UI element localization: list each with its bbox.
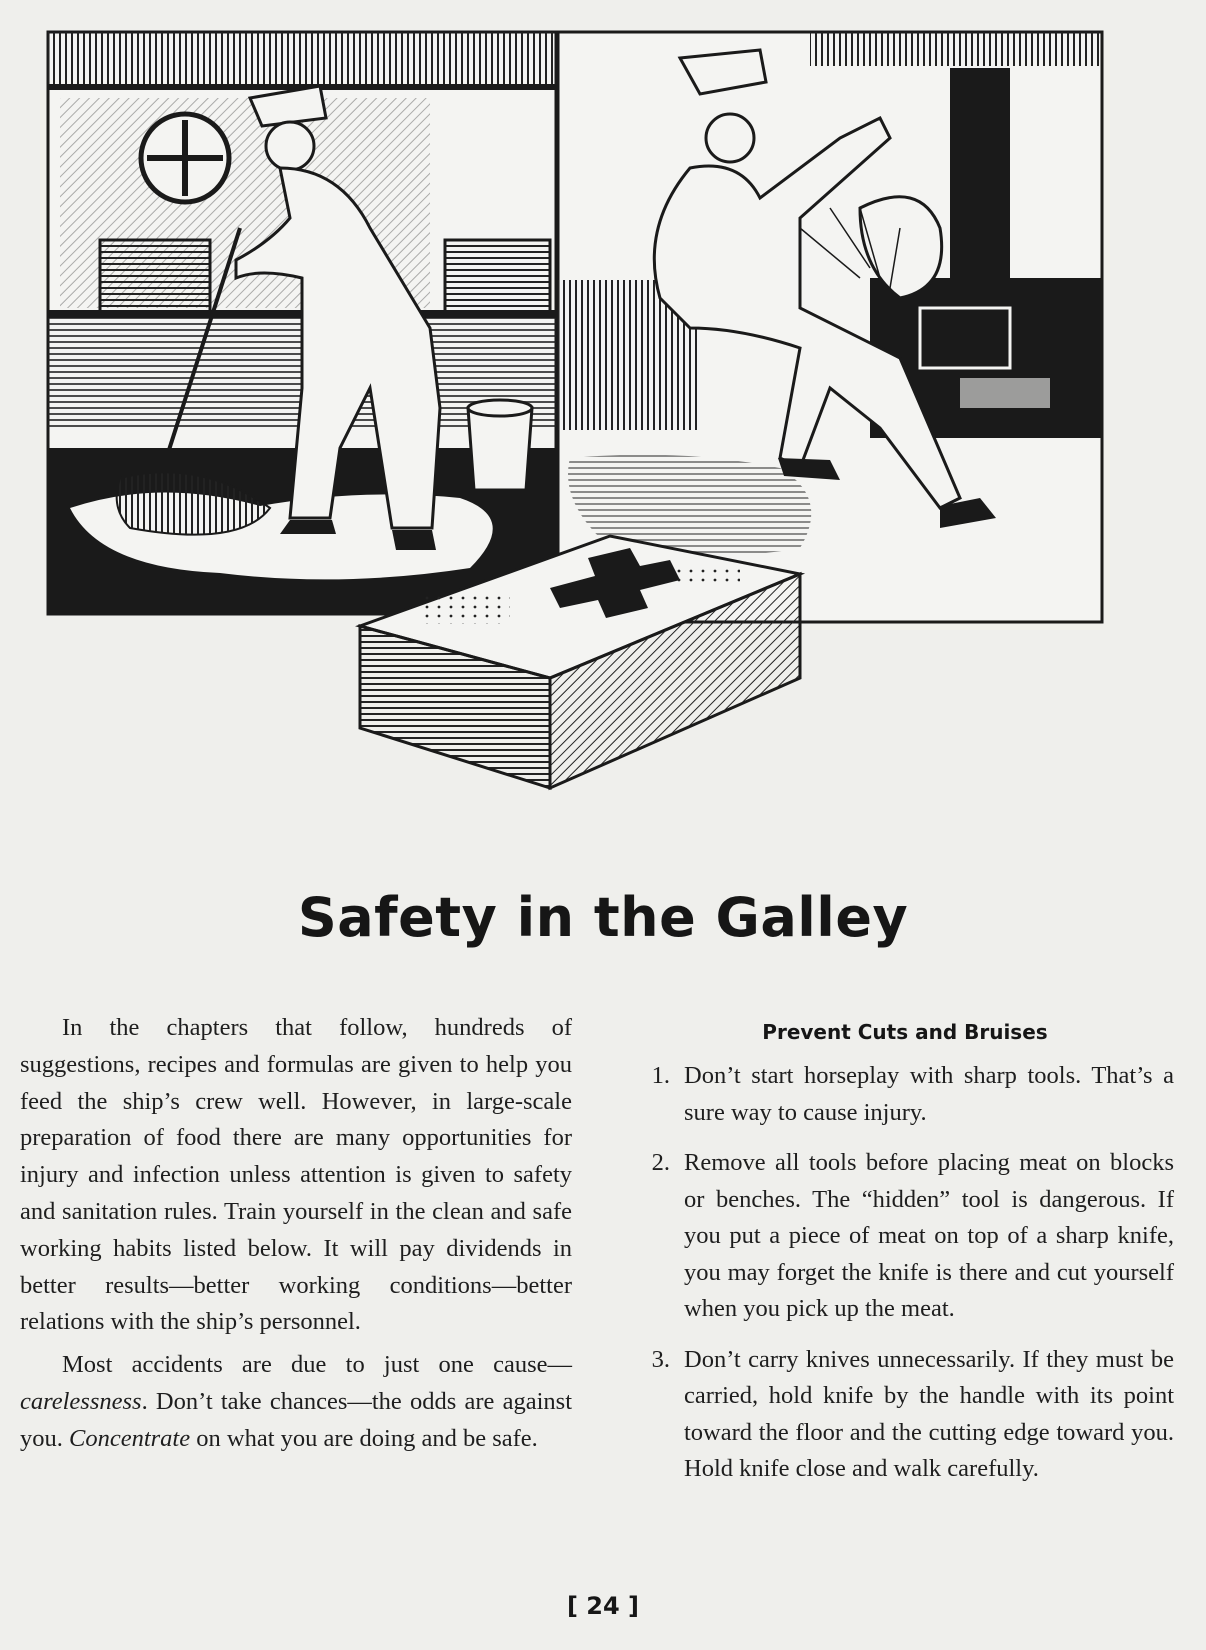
right-panel bbox=[558, 32, 1102, 622]
left-panel bbox=[48, 32, 556, 614]
intro-column bbox=[20, 1010, 572, 1458]
intro-text: Most accidents are due to just one cause— bbox=[62, 1351, 572, 1379]
page-number: [ 24 ] bbox=[566, 1592, 640, 1620]
list-item bbox=[636, 1058, 1174, 1131]
list-item-number: 3. bbox=[651, 1345, 670, 1373]
intro-text: on what you are doing and be safe. bbox=[190, 1424, 538, 1452]
list-item-text: Don’t carry knives unnecessarily. If they must be carried, hold knife by the handle with its point toward the floor and the cutting edge toward you. Hold knife close and walk carefully. bbox=[684, 1345, 1174, 1482]
rules-list bbox=[636, 1058, 1174, 1488]
intro-text: . Don’t take chances—the odds are against you. bbox=[20, 1387, 572, 1452]
page-title: Safety in the Galley bbox=[297, 886, 909, 949]
list-item bbox=[636, 1342, 1174, 1488]
galley-illustration bbox=[40, 28, 1170, 848]
list-item-text: Don’t start horseplay with sharp tools. That’s a sure way to cause injury. bbox=[684, 1062, 1174, 1126]
rules-column bbox=[636, 1018, 1174, 1502]
list-item-number: 2. bbox=[651, 1149, 670, 1176]
list-item-text: Remove all tools before placing meat on blocks or benches. The “hidden” tool is dangerous. If you put a piece of meat on top of a sharp knife, you may forget the knife is there and cut yourself when you pick up the meat. bbox=[684, 1149, 1174, 1322]
section-heading: Prevent Cuts and Bruises bbox=[762, 1020, 1048, 1044]
emphasis-carelessness: carelessness bbox=[20, 1387, 142, 1415]
emphasis-concentrate: Concentrate bbox=[69, 1424, 191, 1452]
intro-paragraph-1: In the chapters that follow, hundreds of suggestions, recipes and formulas are given to help you feed the ship’s crew well. However, in large-scale preparation of food there are many opportunities for injury and infection unless attention is given to safety and sanitation rules. Train yourself in the clean and safe working habits listed below. It will pay dividends in better results—better working conditions—better relations with the ship’s personnel. bbox=[20, 1014, 572, 1336]
list-item bbox=[636, 1145, 1174, 1328]
list-item-number: 1. bbox=[651, 1062, 670, 1089]
intro-paragraph-2 bbox=[20, 1347, 572, 1457]
